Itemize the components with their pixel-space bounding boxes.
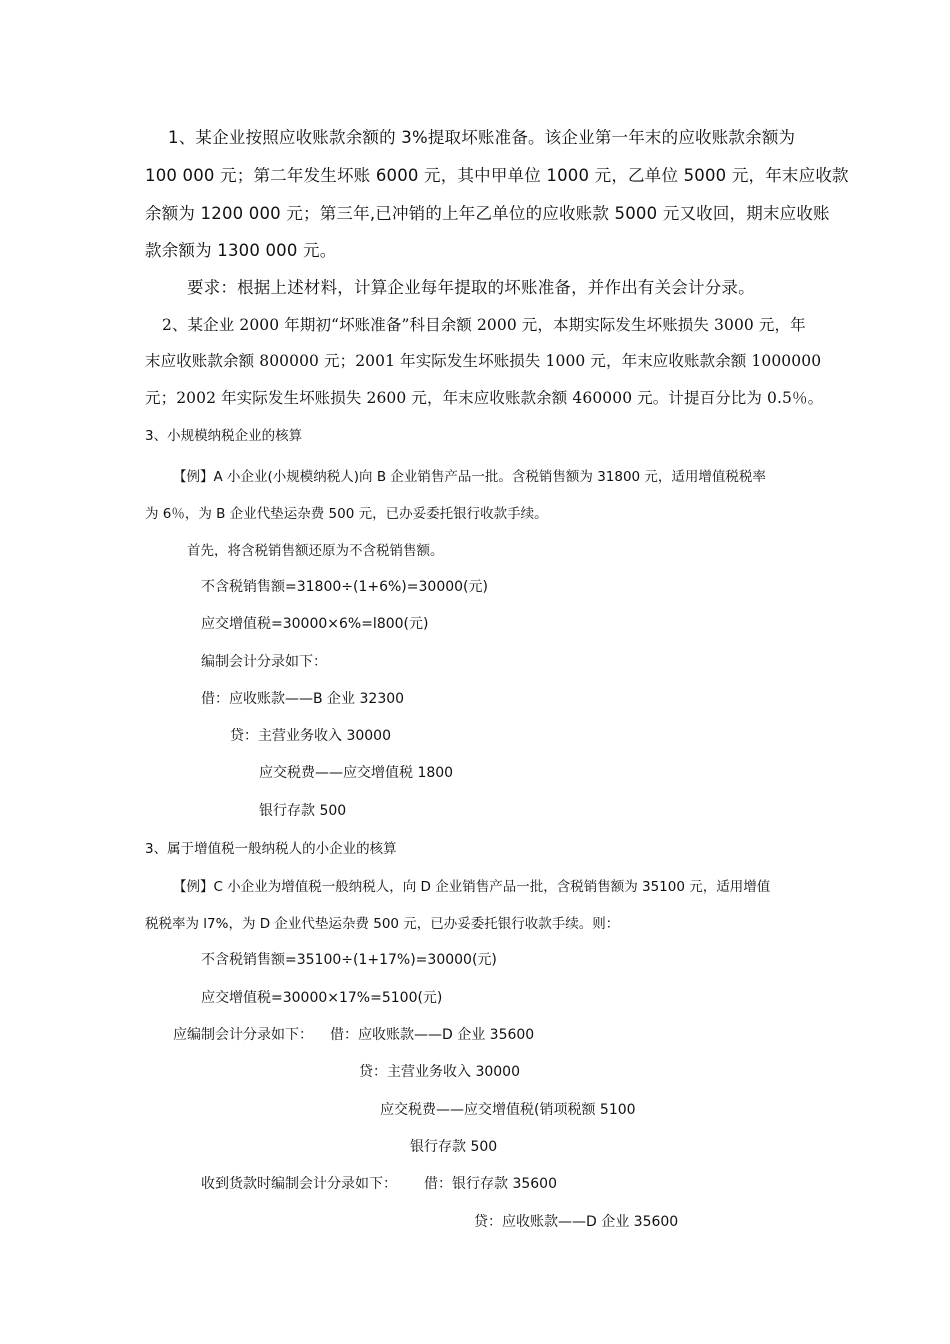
- section-general-receipt-debit: 借：银行存款 35600: [424, 1176, 557, 1192]
- section-general-credit-tax: 应交税费——应交增值税(销项税额 5100: [380, 1102, 636, 1118]
- section-general-calc-vat: 应交增值税=30000×17%=5100(元): [201, 990, 443, 1006]
- problem1-requirement: 要求：根据上述材料，计算企业每年提取的坏账准备，并作出有关会计分录。: [187, 278, 755, 297]
- section-small-calc-vat: 应交增值税=30000×6%=l800(元): [201, 616, 429, 632]
- section-small-example-line-1: 【例】A 小企业(小规模纳税人)向 B 企业销售产品一批。含税销售额为 31800 元，适用增值税税率: [173, 469, 766, 485]
- problem2-line-1: 2、某企业 2000 年期初“坏账准备”科目余额 2000 元，本期实际发生坏账损失 3000 元，年: [162, 316, 806, 334]
- section-general-receipt-title: 收到货款时编制会计分录如下：: [201, 1176, 397, 1192]
- section-general-credit-bank: 银行存款 500: [410, 1139, 498, 1155]
- problem1-line-2: 100 000 元；第二年发生坏账 6000 元，其中甲单位 1000 元，乙单位 5000 元，年末应收款: [145, 166, 849, 185]
- section-general-calc-exclusive: 不含税销售额=35100÷(1+17%)=30000(元): [201, 952, 497, 968]
- section-small-credit-tax: 应交税费——应交增值税 1800: [259, 765, 454, 781]
- section-small-entry-title: 编制会计分录如下：: [201, 654, 327, 670]
- problem2-line-2: 末应收账款余额 800000 元；2001 年实际发生坏账损失 1000 元，年末应收账款余额 1000000: [145, 352, 822, 370]
- section-general-debit: 借：应收账款——D 企业 35600: [330, 1027, 535, 1043]
- section-general-heading: 3、属于增值税一般纳税人的小企业的核算: [145, 841, 397, 857]
- section-small-credit-bank: 银行存款 500: [259, 803, 347, 819]
- section-small-debit: 借：应收账款——B 企业 32300: [201, 691, 405, 707]
- section-general-example-line-2: 税税率为 l7%，为 D 企业代垫运杂费 500 元，已办妥委托银行收款手续。则：: [145, 916, 620, 932]
- section-general-entry-title: 应编制会计分录如下：: [173, 1027, 313, 1043]
- section-general-receipt-credit: 贷：应收账款——D 企业 35600: [474, 1214, 679, 1230]
- section-small-calc-exclusive: 不含税销售额=31800÷(1+6%)=30000(元): [201, 579, 488, 595]
- section-small-heading: 3、小规模纳税企业的核算: [145, 428, 303, 444]
- problem2-line-3: 元；2002 年实际发生坏账损失 2600 元，年末应收账款余额 460000 元。计提百分比为 0.5％。: [145, 389, 824, 407]
- section-general-credit-revenue: 贷：主营业务收入 30000: [359, 1064, 520, 1080]
- section-small-credit-revenue: 贷：主营业务收入 30000: [230, 728, 391, 744]
- problem1-line-1: 1、某企业按照应收账款余额的 3%提取坏账准备。该企业第一年末的应收账款余额为: [168, 128, 796, 147]
- problem1-line-4: 款余额为 1300 000 元。: [145, 241, 337, 260]
- section-general-example-line-1: 【例】C 小企业为增值税一般纳税人，向 D 企业销售产品一批，含税销售额为 35100 元，适用增值: [173, 879, 771, 895]
- section-small-example-line-2: 为 6％，为 B 企业代垫运杂费 500 元，已办妥委托银行收款手续。: [145, 506, 548, 522]
- section-small-first-step: 首先，将含税销售额还原为不含税销售额。: [187, 543, 444, 559]
- problem1-line-3: 余额为 1200 000 元；第三年,已冲销的上年乙单位的应收账款 5000 元又收回，期末应收账: [145, 204, 830, 223]
